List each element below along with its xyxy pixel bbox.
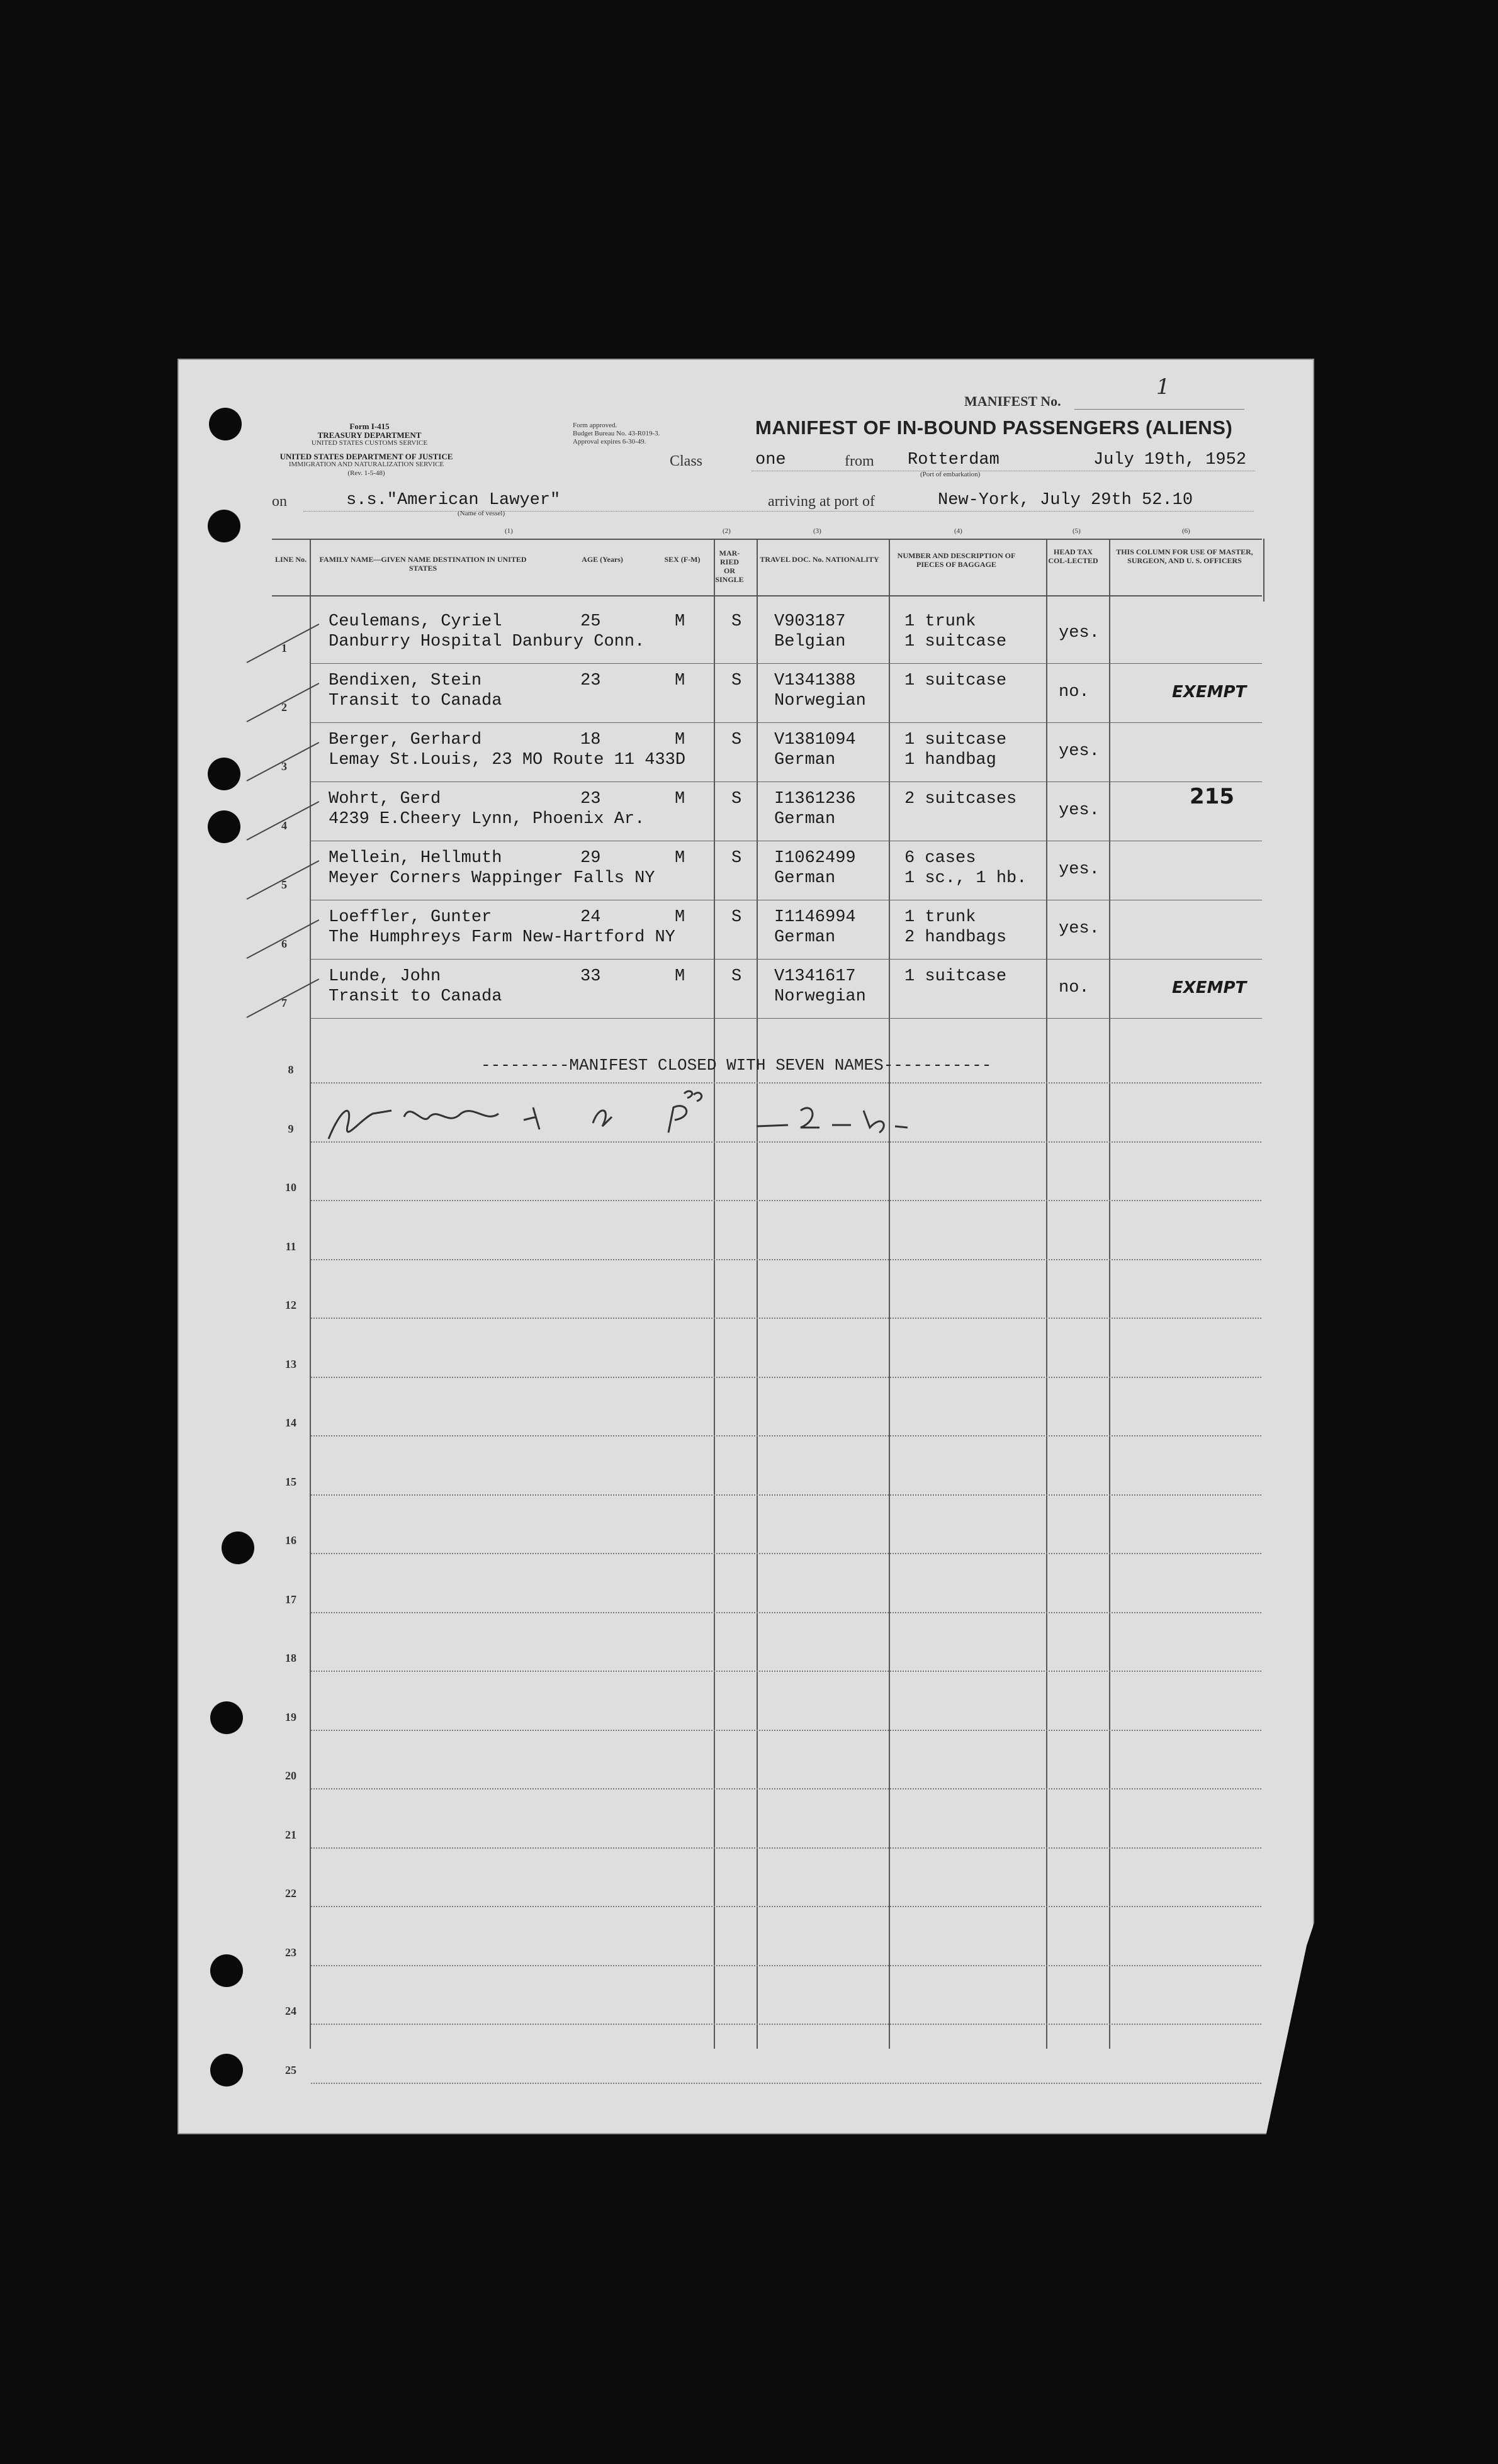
passenger-destination: Lemay St.Louis, 23 MO Route 11 433D: [329, 751, 686, 770]
ruled-line: [311, 1553, 1261, 1554]
ruled-line: [311, 1847, 1261, 1849]
passenger-destination: The Humphreys Farm New-Hartford NY: [329, 928, 675, 947]
ruled-line: [311, 1377, 1261, 1378]
passenger-nationality: German: [774, 810, 836, 829]
line-number: 5: [281, 878, 287, 891]
passenger-age: 18: [580, 731, 601, 749]
passenger-name: Ceulemans, Cyriel: [329, 612, 502, 631]
baggage-line-2: 1 handbag: [904, 751, 996, 770]
passenger-destination: 4239 E.Cheery Lynn, Phoenix Ar.: [329, 810, 645, 829]
head-tax-collected: no.: [1059, 683, 1090, 702]
passenger-sex: M: [675, 671, 685, 690]
header-baggage: NUMBER AND DESCRIPTION OF PIECES OF BAGGAGE: [897, 551, 1016, 569]
header-sex: SEX (F-M): [664, 555, 701, 564]
baggage-line-1: 6 cases: [904, 849, 976, 868]
officer-notation: EXEMPT: [1172, 683, 1247, 702]
manifest-closed-statement: ---------MANIFEST CLOSED WITH SEVEN NAMES-----------: [481, 1056, 992, 1075]
passenger-sex: M: [675, 790, 685, 809]
row-divider: [310, 722, 1262, 723]
manifest-no-underline: [1074, 409, 1244, 410]
port-embarkation-caption: (Port of embarkation): [920, 471, 981, 478]
col-num-1: (1): [505, 527, 513, 535]
port-embarkation-value: Rotterdam: [908, 451, 1000, 469]
head-tax-collected: yes.: [1059, 624, 1100, 642]
binder-hole: [210, 1701, 243, 1734]
dept-customs: UNITED STATES CUSTOMS SERVICE: [311, 439, 428, 447]
line-number: 21: [285, 1828, 296, 1841]
line-number: 10: [285, 1181, 296, 1194]
vessel-line-underline: [303, 511, 1254, 512]
line-number: 16: [285, 1534, 296, 1547]
baggage-line-2: 1 suitcase: [904, 632, 1007, 651]
passenger-row: [177, 907, 1314, 958]
ruled-line: [311, 1494, 1261, 1496]
ruled-line: [311, 1671, 1261, 1672]
line-number: 24: [285, 2005, 296, 2017]
row-divider: [310, 781, 1262, 782]
passenger-sex: M: [675, 849, 685, 868]
marital-status: S: [731, 731, 742, 749]
col-num-6: (6): [1182, 527, 1190, 535]
passenger-nationality: Norwegian: [774, 987, 866, 1006]
passenger-age: 29: [580, 849, 601, 868]
approval-line-3: Approval expires 6-30-49.: [573, 438, 646, 445]
vessel-caption: (Name of vessel): [458, 510, 505, 517]
row-divider: [310, 959, 1262, 960]
travel-doc-number: V1341388: [774, 671, 856, 690]
manifest-sheet: [177, 359, 1314, 2134]
manifest-no-label: MANIFEST No.: [964, 393, 1061, 409]
marital-status: S: [731, 849, 742, 868]
ruled-line: [311, 1435, 1261, 1436]
approval-line-2: Budget Bureau No. 43-R019-3.: [573, 430, 660, 437]
passenger-name: Bendixen, Stein: [329, 671, 482, 690]
head-tax-collected: yes.: [1059, 801, 1100, 820]
ruled-line: [311, 2024, 1261, 2025]
marital-status: S: [731, 790, 742, 809]
passenger-nationality: German: [774, 751, 836, 770]
col-num-2: (2): [723, 527, 731, 535]
arriving-label: arriving at port of: [768, 493, 875, 510]
from-label: from: [845, 453, 874, 469]
binder-hole: [208, 758, 240, 790]
passenger-nationality: Norwegian: [774, 692, 866, 710]
head-tax-collected: yes.: [1059, 860, 1100, 879]
vessel-name: s.s."American Lawyer": [346, 491, 561, 510]
line-number: 19: [285, 1711, 296, 1723]
travel-doc-number: V903187: [774, 612, 846, 631]
ruled-line: [311, 1082, 1261, 1084]
header-line-no: LINE No.: [274, 555, 307, 564]
line-number: 13: [285, 1358, 296, 1370]
header-age: AGE (Years): [582, 555, 623, 564]
passenger-row: [177, 784, 1314, 839]
passenger-sex: M: [675, 967, 685, 986]
marital-status: S: [731, 908, 742, 927]
header-married: MAR-RIED OR SINGLE: [715, 549, 744, 584]
marital-status: S: [731, 612, 742, 631]
binder-hole: [208, 510, 240, 542]
header-officers: THIS COLUMN FOR USE OF MASTER, SURGEON, AND U. S. OFFICERS: [1116, 547, 1253, 565]
baggage-line-1: 2 suitcases: [904, 790, 1017, 809]
passenger-name: Berger, Gerhard: [329, 731, 482, 749]
marital-status: S: [731, 671, 742, 690]
ruled-line: [311, 1141, 1261, 1143]
passenger-row: [177, 671, 1314, 721]
dept-immigration: IMMIGRATION AND NATURALIZATION SERVICE: [288, 461, 444, 468]
travel-doc-number: I1146994: [774, 908, 856, 927]
dept-treasury: TREASURY DEPARTMENT: [317, 430, 422, 440]
class-label: Class: [670, 453, 703, 469]
line-number: 2: [281, 701, 287, 714]
row-divider: [310, 1018, 1262, 1019]
passenger-age: 23: [580, 671, 601, 690]
departure-date: July 19th, 1952: [1093, 451, 1247, 469]
binder-hole: [209, 408, 242, 440]
baggage-line-1: 1 suitcase: [904, 967, 1007, 986]
passenger-sex: M: [675, 908, 685, 927]
ruled-line: [311, 1730, 1261, 1731]
class-value: one: [755, 451, 786, 469]
officer-notation: 215: [1190, 784, 1234, 809]
passenger-nationality: German: [774, 928, 836, 947]
line-number: 15: [285, 1476, 296, 1488]
binder-hole: [222, 1532, 254, 1564]
travel-doc-number: V1341617: [774, 967, 856, 986]
header-bottom-rule: [272, 595, 1262, 596]
line-number: 17: [285, 1593, 296, 1606]
passenger-nationality: German: [774, 869, 836, 888]
passenger-sex: M: [675, 612, 685, 631]
head-tax-collected: yes.: [1059, 742, 1100, 761]
passenger-row: [177, 848, 1314, 899]
passenger-row: [177, 966, 1314, 1017]
passenger-age: 25: [580, 612, 601, 631]
header-head-tax: HEAD TAX COL-LECTED: [1048, 547, 1098, 565]
head-tax-collected: no.: [1059, 978, 1090, 997]
passenger-row: [177, 612, 1314, 662]
line-number: 12: [285, 1299, 296, 1311]
passenger-nationality: Belgian: [774, 632, 846, 651]
line-number: 18: [285, 1652, 296, 1664]
form-number: Form I-415: [349, 422, 390, 431]
passenger-name: Wohrt, Gerd: [329, 790, 441, 809]
col-num-4: (4): [954, 527, 962, 535]
line-number: 6: [281, 938, 287, 950]
passenger-name: Lunde, John: [329, 967, 441, 986]
passenger-destination: Danburry Hospital Danbury Conn.: [329, 632, 645, 651]
passenger-destination: Meyer Corners Wappinger Falls NY: [329, 869, 655, 888]
passenger-age: 33: [580, 967, 601, 986]
binder-hole: [210, 1954, 243, 1987]
ruled-line: [311, 1259, 1261, 1260]
baggage-line-1: 1 suitcase: [904, 671, 1007, 690]
arrival-port-date: New-York, July 29th 52.10: [938, 491, 1193, 510]
travel-doc-number: V1381094: [774, 731, 856, 749]
travel-doc-number: I1062499: [774, 849, 856, 868]
baggage-line-1: 1 trunk: [904, 612, 976, 631]
ruled-line: [311, 1788, 1261, 1789]
passenger-name: Mellein, Hellmuth: [329, 849, 502, 868]
passenger-age: 24: [580, 908, 601, 927]
ruled-line: [311, 1612, 1261, 1613]
line-number: 25: [285, 2064, 296, 2076]
baggage-line-1: 1 trunk: [904, 908, 976, 927]
ruled-line: [311, 2083, 1261, 2084]
approval-line-1: Form approved.: [573, 422, 617, 429]
header-top-rule: [272, 539, 1262, 540]
line-number: 11: [285, 1240, 296, 1253]
passenger-name: Loeffler, Gunter: [329, 908, 492, 927]
line-number: 20: [285, 1769, 296, 1782]
header-name: FAMILY NAME—GIVEN NAME DESTINATION IN UNITED STATES: [319, 555, 527, 573]
line-number: 9: [288, 1123, 294, 1135]
ruled-line: [311, 1965, 1261, 1966]
col-rule-7: [1263, 539, 1264, 602]
passenger-sex: M: [675, 731, 685, 749]
row-divider: [310, 663, 1262, 664]
baggage-line-1: 1 suitcase: [904, 731, 1007, 749]
dept-justice: UNITED STATES DEPARTMENT OF JUSTICE: [279, 452, 453, 461]
ruled-line: [311, 1906, 1261, 1907]
passenger-destination: Transit to Canada: [329, 987, 502, 1006]
col-num-3: (3): [813, 527, 821, 535]
ruled-line: [311, 1318, 1261, 1319]
passenger-age: 23: [580, 790, 601, 809]
line-number: 22: [285, 1887, 296, 1900]
marital-status: S: [731, 967, 742, 986]
baggage-line-2: 2 handbags: [904, 928, 1007, 947]
line-number: 4: [281, 819, 287, 832]
form-revision: (Rev. 1-5-48): [347, 469, 385, 477]
head-tax-collected: yes.: [1059, 919, 1100, 938]
officer-notation: EXEMPT: [1172, 978, 1247, 997]
baggage-line-2: 1 sc., 1 hb.: [904, 869, 1027, 888]
passenger-destination: Transit to Canada: [329, 692, 502, 710]
on-label: on: [272, 493, 287, 510]
manifest-no-value: 1: [1156, 374, 1170, 400]
line-number: 23: [285, 1946, 296, 1959]
manifest-title: MANIFEST OF IN-BOUND PASSENGERS (ALIENS): [755, 417, 1233, 439]
col-num-5: (5): [1073, 527, 1081, 535]
line-number: 1: [281, 642, 287, 654]
passenger-row: [177, 730, 1314, 780]
ruled-line: [311, 1200, 1261, 1201]
binder-hole: [208, 810, 240, 843]
line-number: 7: [281, 997, 287, 1009]
binder-hole: [210, 2054, 243, 2086]
line-number: 14: [285, 1416, 296, 1429]
line-number: 8: [288, 1063, 294, 1076]
travel-doc-number: I1361236: [774, 790, 856, 809]
header-travel-doc: TRAVEL DOC. No. NATIONALITY: [760, 555, 879, 564]
line-number: 3: [281, 760, 287, 773]
